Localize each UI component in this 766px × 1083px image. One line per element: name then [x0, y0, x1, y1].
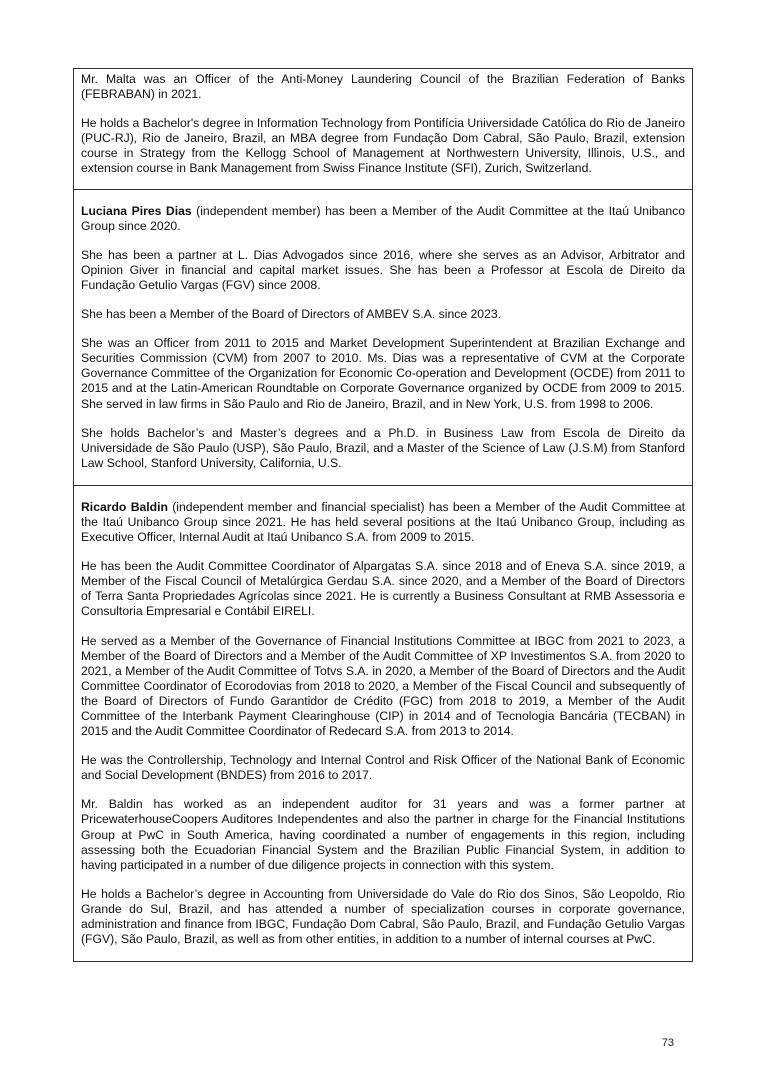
baldin-paragraph-1	[81, 500, 685, 545]
dias-paragraph-1	[81, 204, 685, 234]
baldin-paragraph-6: He holds a Bachelor’s degree in Accounting from Universidade do Vale do Rio dos Sinos, São Leopoldo, Rio Grande do Sul, Brazil, and has attended a number of specialization courses in corporate governance, administration and finance from IBGC, Fundação Dom Cabral, São Paulo, Brazil, and Fundação Getulio Vargas (FGV), São Paulo, Brazil, as well as from other entities, in addition to a number of internal courses at PwC.	[81, 886, 685, 947]
baldin-intro-text: (independent member and financial specialist) has been a Member of the Audit Committee at the Itaú Unibanco Group since 2021. He has held several positions at the Itaú Unibanco Group, including as Executive Officer, Internal Audit at Itaú Unibanco S.A. from 2009 to 2015.	[81, 499, 685, 545]
baldin-paragraph-2: He has been the Audit Committee Coordinator of Alpargatas S.A. since 2018 and of Eneva S.A. since 2019, a Member of the Fiscal Council of Metalúrgica Gerdau S.A. since 2020, and a Member of the Board of Directors of Terra Santa Propriedades Agrícolas since 2021. He is currently a Business Consultant at RMB Assessoria e Consultoria Empresarial e Contábil EIRELI.	[81, 559, 685, 619]
page-number: 73	[661, 1037, 674, 1049]
malta-paragraph-2: He holds a Bachelor's degree in Information Technology from Pontifícia Universidade Católica do Rio de Janeiro (PUC-RJ), Rio de Janeiro, Brazil, an MBA degree from Fundação Dom Cabral, São Paulo, Brazil, extension course in Strategy from the Kellogg School of Management at Northwestern University, Illinois, U.S., and extension course in Bank Management from Swiss Finance Institute (SFI), Zurich, Switzerland.	[81, 116, 685, 176]
bio-box-baldin	[73, 486, 693, 962]
dias-paragraph-5: She holds Bachelor’s and Master’s degrees and a Ph.D. in Business Law from Escola de Direito da Universidade de São Paulo (USP), São Paulo, Brazil, and a Master of the Science of Law (J.S.M) from Stanford Law School, Stanford University, California, U.S.	[81, 425, 685, 470]
document-body	[73, 68, 693, 962]
baldin-paragraph-3: He served as a Member of the Governance of Financial Institutions Committee at IBGC from 2021 to 2023, a Member of the Board of Directors and a Member of the Audit Committee of XP Investimentos S.A. from 2020 to 2021, a Member of the Audit Committee of Totvs S.A. in 2020, a Member of the Board of Directors and the Audit Committee Coordinator of Ecorodovias from 2018 to 2020, a Member of the Fiscal Council and subsequently of the Board of Directors of Fundo Garantidor de Crédito (FGC) from 2018 to 2019, a Member of the Audit Committee of the Interbank Payment Clearinghouse (CIP) in 2014 and of Tecnologia Bancária (TECBAN) in 2015 and the Audit Committee Coordinator of Redecard S.A. from 2013 to 2014.	[81, 633, 685, 739]
baldin-name: Ricardo Baldin	[81, 499, 168, 514]
bio-box-dias	[73, 190, 693, 486]
dias-paragraph-3: She has been a Member of the Board of Directors of AMBEV S.A. since 2023.	[81, 307, 502, 322]
baldin-paragraph-4: He was the Controllership, Technology and Internal Control and Risk Officer of the National Bank of Economic and Social Development (BNDES) from 2016 to 2017.	[81, 753, 685, 783]
baldin-paragraph-5: Mr. Baldin has worked as an independent auditor for 31 years and was a former partner at PricewaterhouseCoopers Auditores Independentes and also the partner in charge for the Financial Institutions Group at PwC in South America, having coordinated a number of engagements in this region, including assessing both the Ecuadorian Financial System and the Brazilian Public Financial System, in addition to having participated in a number of due diligence projects in connection with this system.	[81, 797, 685, 872]
dias-name: Luciana Pires Dias	[81, 203, 192, 218]
dias-intro-text: (independent member) has been a Member of the Audit Committee at the Itaú Unibanco Group since 2020.	[81, 203, 685, 233]
bio-box-malta	[73, 68, 693, 190]
dias-paragraph-4: She was an Officer from 2011 to 2015 and Market Development Superintendent at Brazilian Exchange and Securities Commission (CVM) from 2007 to 2010. Ms. Dias was a representative of CVM at the Corporate Governance Committee of the Organization for Economic Co-operation and Development (OCDE) from 2011 to 2015 and at the Latin-American Roundtable on Corporate Governance organized by OCDE from 2009 to 2015. She served in law firms in São Paulo and Rio de Janeiro, Brazil, and in New York, U.S. from 1998 to 2006.	[81, 336, 685, 411]
malta-paragraph-1: Mr. Malta was an Officer of the Anti-Money Laundering Council of the Brazilian Federation of Banks (FEBRABAN) in 2021.	[81, 72, 685, 102]
dias-paragraph-2: She has been a partner at L. Dias Advogados since 2016, where she serves as an Advisor, Arbitrator and Opinion Giver in financial and capital market issues. She has been a Professor at Escola de Direito da Fundação Getulio Vargas (FGV) since 2008.	[81, 247, 685, 292]
